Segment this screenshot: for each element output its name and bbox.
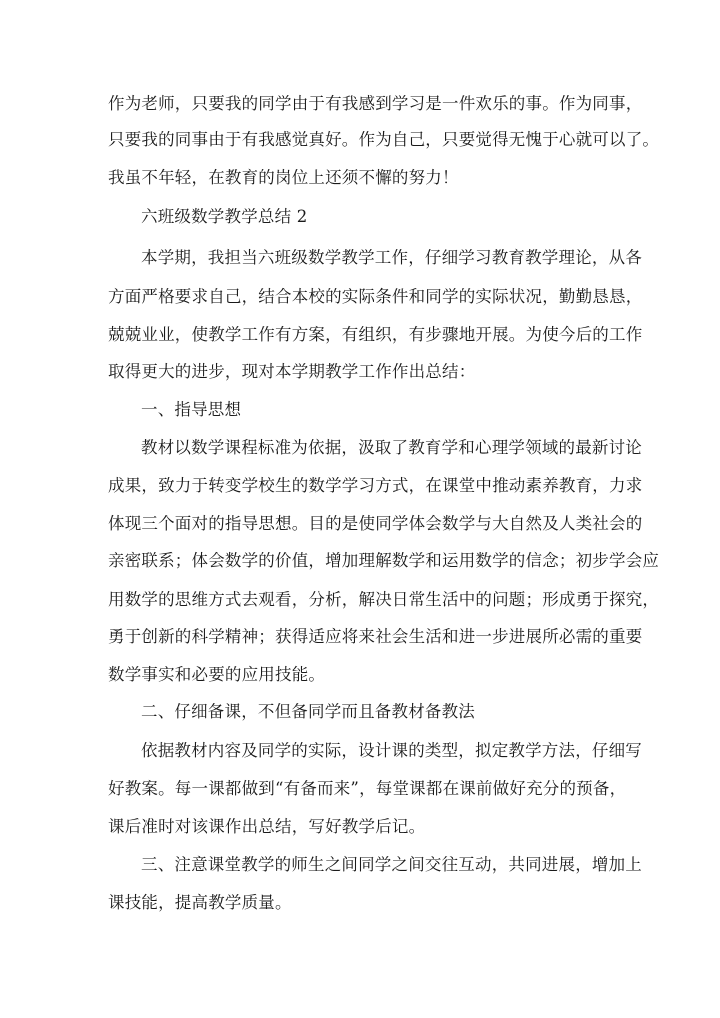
paragraph-line: 课后准时对该课作出总结，写好教学后记。 — [108, 817, 426, 836]
paragraph-line: 教材以数学课程标准为依据，汲取了教育学和心理学领域的最新讨论 — [141, 438, 642, 457]
paragraph-line: 我虽不年轻，在教育的岗位上还须不懈的努力！ — [108, 168, 459, 187]
paragraph-line: 亲密联系；体会数学的价值，增加理解数学和运用数学的信念；初步学会应 — [108, 551, 660, 570]
paragraph-line: 取得更大的进步，现对本学期教学工作作出总结： — [108, 362, 476, 381]
section-heading: 二、仔细备课，不但备同学而且备教材备教法 — [141, 702, 475, 721]
paragraph-line: 成果，致力于转变学校生的数学学习方式，在课堂中推动素养教育，力求 — [108, 476, 643, 495]
paragraph-line: 本学期，我担当六班级数学教学工作，仔细学习教育教学理论，从各 — [141, 248, 642, 267]
section-title: 六班级数学教学总结 2 — [141, 207, 308, 226]
paragraph-line: 兢兢业业，使教学工作有方案，有组织，有步骤地开展。为使今后的工作 — [108, 325, 643, 344]
paragraph-line: 作为老师，只要我的同学由于有我感到学习是一件欢乐的事。作为同事， — [108, 94, 643, 113]
paragraph-line: 只要我的同事由于有我感觉真好。作为自己，只要觉得无愧于心就可以了。 — [108, 130, 660, 149]
paragraph-line: 用数学的思维方式去观看，分析，解决日常生活中的问题；形成勇于探究， — [108, 590, 660, 609]
paragraph-line: 体现三个面对的指导思想。目的是使同学体会数学与大自然及人类社会的 — [108, 514, 643, 533]
paragraph-line: 数学事实和必要的应用技能。 — [108, 665, 326, 684]
section-heading: 三、注意课堂教学的师生之间同学之间交往互动，共同进展，增加上 — [141, 855, 642, 874]
section-heading: 一、指导思想 — [141, 400, 242, 419]
paragraph-line: 好教案。每一课都做到“有备而来”，每堂课都在课前做好充分的预备， — [108, 779, 627, 798]
paragraph-line: 课技能，提高教学质量。 — [108, 893, 292, 912]
paragraph-line: 方面严格要求自己，结合本校的实际条件和同学的实际状况，勤勤恳恳， — [108, 287, 643, 306]
paragraph-line: 依据教材内容及同学的实际，设计课的类型，拟定教学方法，仔细写 — [141, 741, 642, 760]
paragraph-line: 勇于创新的科学精神；获得适应将来社会生活和进一步进展所必需的重要 — [108, 627, 643, 646]
